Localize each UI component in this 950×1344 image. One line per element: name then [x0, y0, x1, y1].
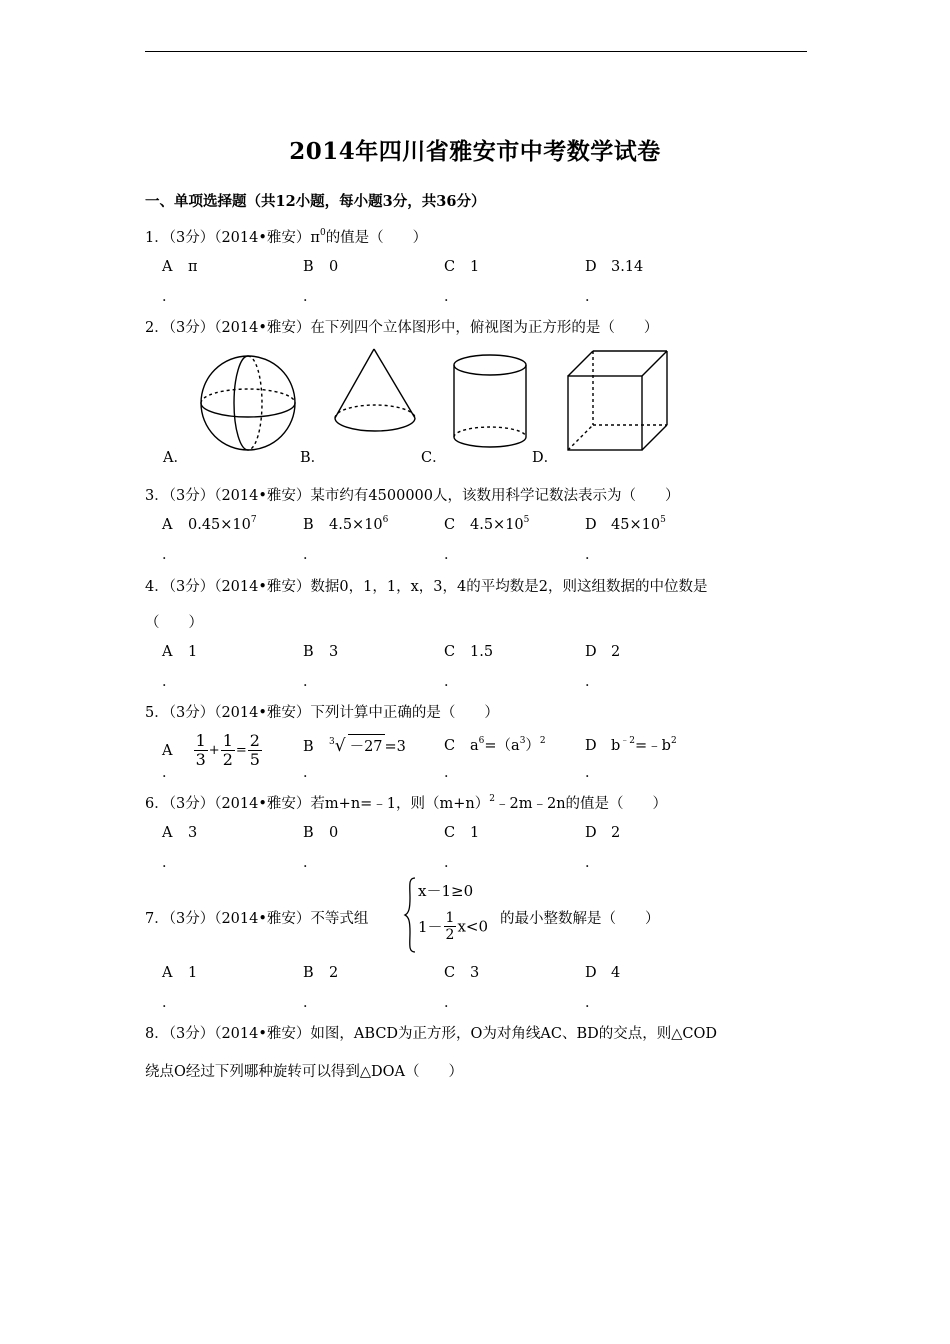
cube-figure — [568, 351, 667, 450]
dot: ． — [585, 674, 600, 690]
brace — [403, 876, 417, 954]
question-8-cont: 绕点O经过下列哪种旋转可以得到△DOA（ ） — [145, 1064, 464, 1080]
inequality-1: x－1≥0 — [418, 882, 474, 900]
q7-option-b[interactable]: B 2 — [303, 965, 339, 981]
q1-option-b[interactable]: B 0 — [303, 259, 339, 275]
q7-option-a[interactable]: A 1 — [162, 965, 198, 981]
dot: ． — [162, 995, 177, 1011]
sphere-figure — [201, 356, 295, 450]
dot: ． — [162, 547, 177, 563]
dot: ． — [585, 765, 600, 781]
dot: ． — [444, 855, 459, 871]
dot: ． — [303, 674, 318, 690]
section-heading: 一、单项选择题（共12小题，每小题3分，共36分） — [145, 193, 486, 210]
q5-option-a[interactable]: A $\frac{1}{3}$ + $\frac{1}{2}$ = $\frac{2}{5}$ — [162, 731, 260, 769]
question-8: 8．（3分）（2014•雅安）如图，ABCD为正方形，O为对角线AC、BD的交点，则△COD — [145, 1026, 718, 1042]
dot: ． — [444, 547, 459, 563]
dot: ． — [303, 855, 318, 871]
q6-option-b[interactable]: B 0 — [303, 825, 339, 841]
question-2: 2．（3分）（2014•雅安）在下列四个立体图形中，俯视图为正方形的是（ ） — [145, 320, 659, 336]
q3-option-b[interactable]: B $4.5\times 10^6$ — [303, 515, 389, 533]
dot: ． — [303, 547, 318, 563]
solid-figures — [190, 345, 680, 457]
cylinder-figure — [454, 355, 526, 447]
question-3: 3．（3分）（2014•雅安）某市约有4500000人，该数用科学记数法表示为（ ） — [145, 488, 680, 504]
question-7-cont: 的最小整数解是（ ） — [500, 911, 660, 927]
q2-option-b[interactable]: B． — [300, 450, 326, 466]
question-1: 1．（3分）（2014•雅安）$\pi^0$的值是（ ） — [145, 228, 428, 246]
q3-option-c[interactable]: C $4.5\times 10^5$ — [444, 515, 530, 533]
q3-option-a[interactable]: A $0.45\times 10^7$ — [162, 515, 257, 533]
q4-option-d[interactable]: D 2 — [585, 644, 621, 660]
dot: ． — [303, 765, 318, 781]
q1-option-d[interactable]: D 3.14 — [585, 259, 644, 275]
dot: ． — [162, 855, 177, 871]
q4-option-c[interactable]: C 1.5 — [444, 644, 494, 660]
header-rule — [145, 51, 807, 52]
dot: ． — [162, 674, 177, 690]
dot: ． — [162, 289, 177, 305]
q2-option-c[interactable]: C． — [421, 450, 447, 466]
question-5: 5．（3分）（2014•雅安）下列计算中正确的是（ ） — [145, 705, 499, 721]
q3-option-d[interactable]: D $45\times 10^5$ — [585, 515, 666, 533]
dot: ． — [444, 674, 459, 690]
dot: ． — [162, 765, 177, 781]
question-4: 4．（3分）（2014•雅安）数据0，1，1，x，3，4的平均数是2，则这组数据的中位数是 — [145, 579, 708, 595]
question-6: 6．（3分）（2014•雅安）若m+n=﹣1，则$(m+n)^2﹣2m﹣2n$的值是（ ） — [145, 794, 668, 812]
q4-option-b[interactable]: B 3 — [303, 644, 339, 660]
fraction: $\frac{1}{3}$ — [195, 731, 206, 769]
q7-option-d[interactable]: D 4 — [585, 965, 621, 981]
dot: ． — [585, 995, 600, 1011]
inequality-2: 1－ $\frac{1}{2}$ x<0 — [418, 910, 489, 943]
dot: ． — [585, 289, 600, 305]
q5-option-d[interactable]: D $b^{﹣2}=﹣b^2$ — [585, 736, 677, 754]
fraction: $\frac{1}{2}$ — [222, 731, 233, 769]
q6-option-d[interactable]: D 2 — [585, 825, 621, 841]
q4-option-a[interactable]: A 1 — [162, 644, 198, 660]
question-4-cont: （ ） — [145, 615, 203, 631]
q2-option-a[interactable]: A． — [163, 450, 188, 466]
dot: ． — [585, 547, 600, 563]
dot: ． — [444, 765, 459, 781]
q6-option-a[interactable]: A 3 — [162, 825, 198, 841]
fraction: $\frac{1}{2}$ — [445, 910, 455, 943]
q1-option-c[interactable]: C 1 — [444, 259, 480, 275]
question-7: 7．（3分）（2014•雅安）不等式组 — [145, 911, 369, 927]
page-title: 2014年四川省雅安市中考数学试卷 — [289, 138, 661, 165]
q7-option-c[interactable]: C 3 — [444, 965, 480, 981]
cone-figure — [335, 349, 415, 431]
q5-option-c[interactable]: C $a^6=(a^3)^2$ — [444, 736, 546, 754]
q2-option-d[interactable]: D． — [532, 450, 559, 466]
dot: ． — [585, 855, 600, 871]
fraction: $\frac{2}{5}$ — [249, 731, 260, 769]
q5-option-b[interactable]: B $^3$√ －27 =3 — [303, 736, 406, 756]
dot: ． — [444, 289, 459, 305]
dot: ． — [444, 995, 459, 1011]
dot: ． — [303, 995, 318, 1011]
q6-option-c[interactable]: C 1 — [444, 825, 480, 841]
q1-option-a[interactable]: A π — [162, 259, 198, 275]
dot: ． — [303, 289, 318, 305]
